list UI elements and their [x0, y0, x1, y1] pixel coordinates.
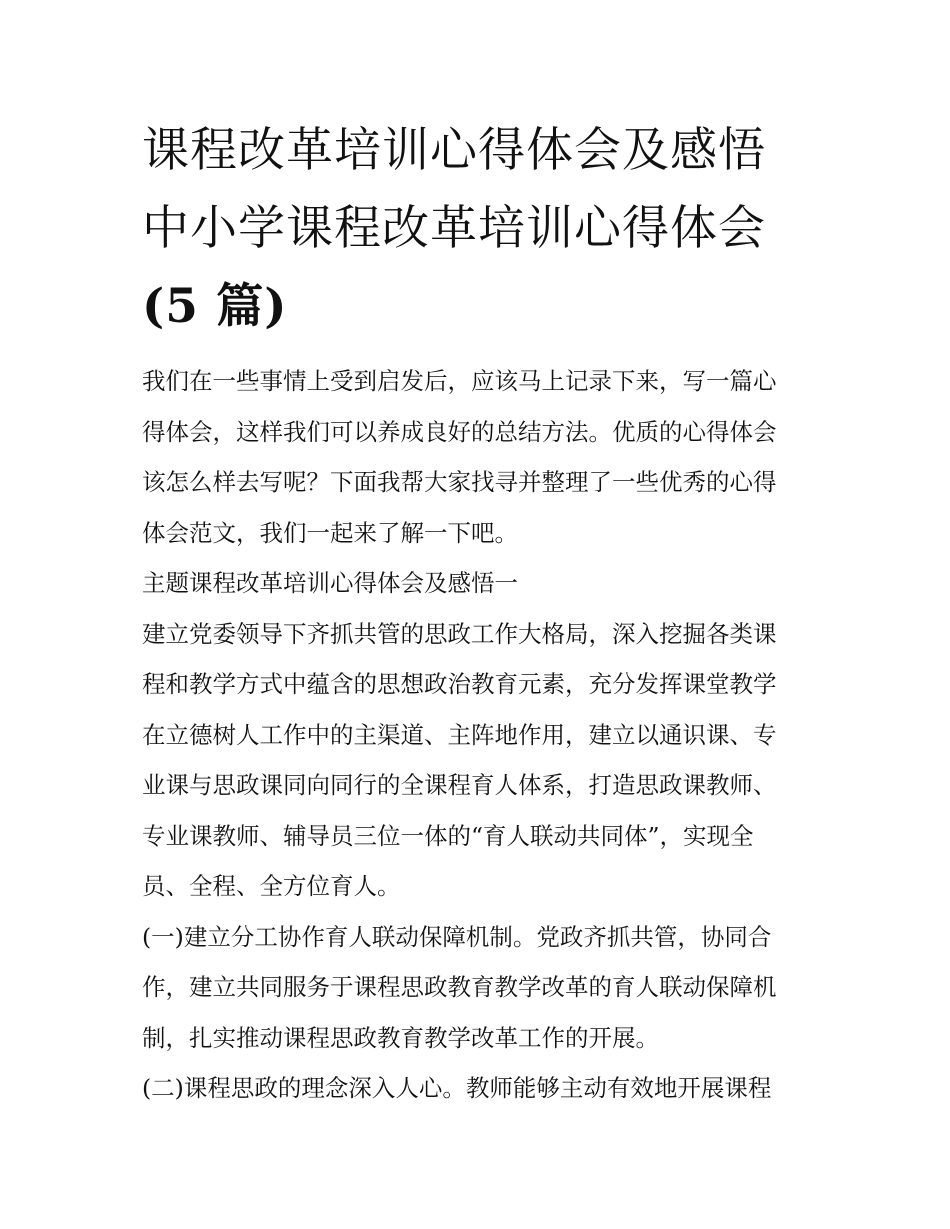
body-line: (二)课程思政的理念深入人心。教师能够主动有效地开展课程 — [142, 1074, 772, 1102]
document-body — [142, 356, 822, 1114]
body-line: 专业课教师、辅导员三位一体的“育人联动共同体”，实现全 — [142, 821, 754, 850]
body-line: (一)建立分工协作育人联动保障机制。党政齐抓共管，协同合 — [142, 922, 772, 951]
title-line-2: 中小学课程改革培训心得体会 — [142, 201, 766, 256]
section-heading: 主题课程改革培训心得体会及感悟一 — [142, 569, 518, 597]
body-line: 员、全程、全方位育人。 — [142, 872, 401, 900]
document-title — [142, 112, 822, 346]
title-suffix: (5 篇) — [142, 279, 288, 334]
body-line: 建立党委领导下齐抓共管的思政工作大格局，深入挖掘各类课 — [142, 619, 777, 648]
body-line: 在立德树人工作中的主渠道、主阵地作用，建立以通识课、专 — [142, 720, 777, 749]
body-line: 得体会，这样我们可以养成良好的总结方法。优质的心得体会 — [142, 417, 777, 446]
body-line: 程和教学方式中蕴含的思想政治教育元素，充分发挥课堂教学 — [142, 670, 777, 698]
title-line-1: 课程改革培训心得体会及感悟 — [142, 123, 766, 178]
body-line: 作，建立共同服务于课程思政教育教学改革的育人联动保障机 — [142, 973, 777, 1001]
body-line: 业课与思政课同向同行的全课程育人体系，打造思政课教师、 — [142, 771, 777, 799]
body-line: 我们在一些事情上受到启发后，应该马上记录下来，写一篇心 — [142, 367, 777, 395]
body-line: 该怎么样去写呢？下面我帮大家找寻并整理了一些优秀的心得 — [142, 468, 777, 496]
body-line: 体会范文，我们一起来了解一下吧。 — [142, 518, 518, 547]
body-line: 制，扎实推动课程思政教育教学改革工作的开展。 — [142, 1023, 659, 1052]
